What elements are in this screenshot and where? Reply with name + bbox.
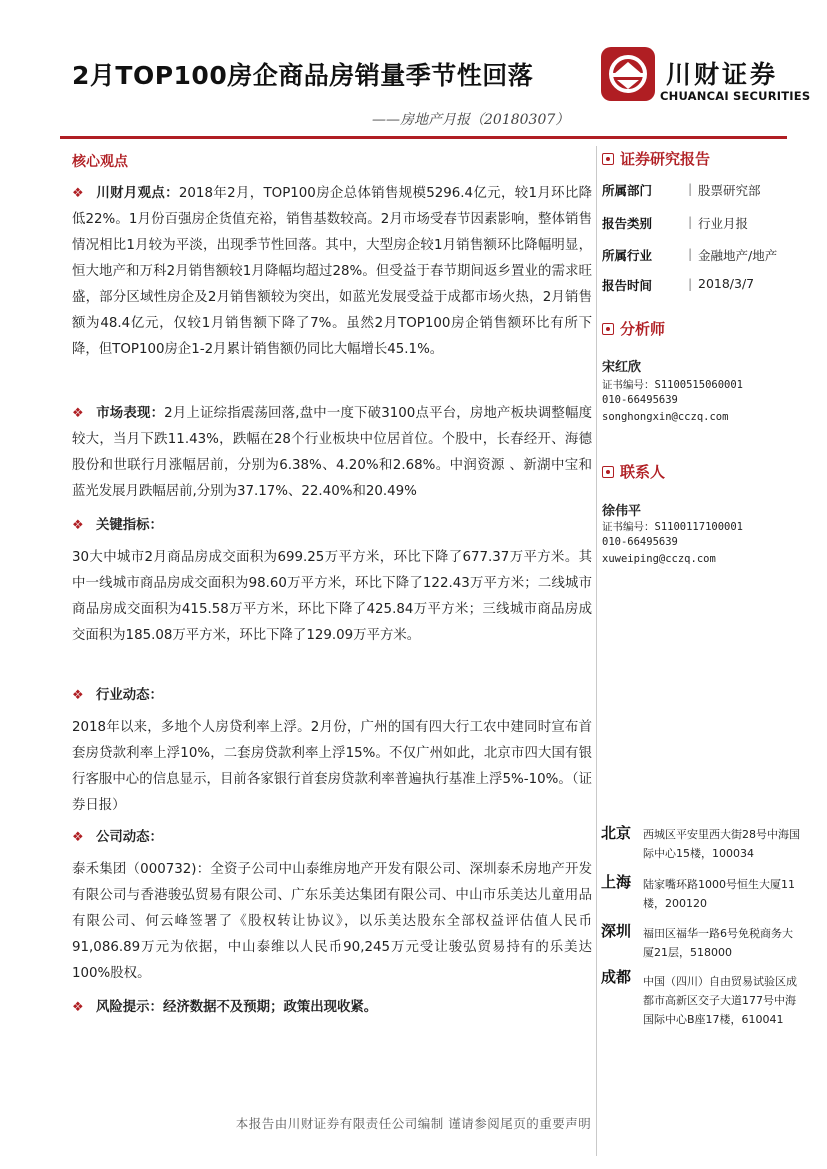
contact-phone: 010-66495639: [602, 536, 678, 548]
section-lead: 川财月观点：: [96, 186, 179, 201]
report-subtitle: ——房地产月报（20180307）: [372, 112, 570, 128]
office-address: 福田区福华一路6号免税商务大厦21层，518000: [643, 927, 793, 959]
analyst-cert: 证书编号：S1100515060001: [602, 379, 744, 391]
section-text: 2月上证综指震荡回落,盘中一度下破3100点平台，房地产板块调整幅度较大，当月下跌11.43%，跌幅在28个行业板块中位居首位。个股中，长春经开、海德股份和世联行月涨幅居前，分别为6.38%、4.20%和2.68%。中润资源 、新湖中宝和蓝光发展月跌幅居前,分别为37.17%、22.40%和20.49%: [72, 406, 593, 499]
page-title: 2月TOP100房企商品房销量季节性回落: [72, 61, 534, 90]
section-company: [72, 825, 592, 987]
section-text: 2018年2月，TOP100房企总体销售规模5296.4亿元，较1月环比降低22%。1月份百强房企货值充裕，销售基数较高。2月市场受春节因素影响，整体销售情况相比1月较为平淡，出现季节性回落。其中，大型房企较1月销售额环比降幅明显，恒大地产和万科2月销售额较1月降幅均超过28%。但受益于春节期间返乡置业的需求旺盛，部分区域性房企及2月销售额较为突出，如蓝光发展受益于成都市场火热，2月销售额为48.4亿元，仅较1月销售额下降了7%。虽然2月TOP100房企销售额环比有所下降，但TOP100房企1-2月累计销售额仍同比大幅增长45.1%。: [72, 186, 592, 357]
diamond-bullet-icon: ❖: [72, 186, 84, 201]
analyst-heading: 分析师: [602, 318, 665, 339]
brand-name: 川财证券: [666, 60, 779, 89]
company-logo-icon: [601, 47, 655, 101]
core-views-heading: 核心观点: [72, 154, 128, 170]
section-text: 泰禾集团（000732)：全资子公司中山泰维房地产开发有限公司、深圳泰禾房地产开发有限公司与香港骏弘贸易有限公司、广东乐美达集团有限公司、中山市乐美达儿童用品有限公司、何云峰签署了《股权转让协议》，以乐美达股东全部权益评估值人民币91,086.89万元为依据，中山泰维以人民币90,245万元受让骏弘贸易持有的乐美达100%股权。: [72, 862, 592, 981]
report-heading: 证券研究报告: [602, 148, 710, 169]
office-address: 中国（四川）自由贸易试验区成都市高新区交子大道177号中海国际中心B座17楼，610041: [643, 975, 797, 1026]
office-address: 西城区平安里西大街28号中海国际中心15楼，100034: [643, 828, 800, 860]
office-city: 北京: [601, 824, 632, 842]
analyst-phone: 010-66495639: [602, 394, 678, 406]
contact-cert: 证书编号：S1100117100001: [602, 521, 744, 533]
diamond-bullet-icon: ❖: [72, 688, 84, 703]
section-heading: 关键指标：: [96, 518, 163, 533]
risk-warning: 风险提示：经济数据不及预期；政策出现收紧。: [96, 1000, 378, 1015]
diamond-bullet-icon: ❖: [72, 830, 84, 845]
analyst-name: 宋红欣: [602, 360, 642, 375]
diamond-bullet-icon: ❖: [72, 406, 84, 421]
meta-row-industry: 所属行业 | 金融地产/地产: [602, 246, 778, 263]
office-city: 深圳: [601, 922, 632, 940]
meta-row-department: 所属部门 | 股票研究部: [602, 181, 761, 198]
section-text: 30大中城市2月商品房成交面积为699.25万平方米，环比下降了677.37万平方米。其中一线城市商品房成交面积为98.60万平方米，环比下降了122.43万平方米；二线城市商品房成交面积为415.58万平方米，环比下降了425.84万平方米；三线城市商品房成交面积为185.08万平方米，环比下降了129.09万平方米。: [72, 550, 592, 643]
section-lead: 市场表现：: [96, 406, 165, 421]
office-address: 陆家嘴环路1000号恒生大厦11楼，200120: [643, 878, 795, 910]
section-industry: [72, 683, 592, 819]
section-icon: [602, 466, 614, 478]
contact-email[interactable]: xuweiping@cczq.com: [602, 553, 716, 565]
section-risk: [72, 995, 592, 1021]
section-monthly-view: [72, 181, 592, 363]
contact-heading: 联系人: [602, 461, 665, 482]
section-heading: 公司动态：: [96, 830, 163, 845]
office-city: 成都: [601, 968, 632, 986]
analyst-email[interactable]: songhongxin@cczq.com: [602, 411, 729, 423]
meta-row-category: 报告类别 | 行业月报: [602, 214, 749, 231]
header-divider: [60, 136, 787, 139]
office-city: 上海: [601, 873, 632, 891]
meta-row-date: 报告时间 | 2018/3/7: [602, 276, 755, 293]
column-divider: [596, 146, 597, 1156]
diamond-bullet-icon: ❖: [72, 1000, 84, 1015]
section-indicators: [72, 513, 592, 649]
section-market: [72, 401, 592, 505]
diamond-bullet-icon: ❖: [72, 518, 84, 533]
section-icon: [602, 153, 614, 165]
section-icon: [602, 323, 614, 335]
footer-disclaimer: 本报告由川财证券有限责任公司编制 谨请参阅尾页的重要声明: [235, 1116, 592, 1131]
section-heading: 行业动态：: [96, 688, 163, 703]
contact-name: 徐伟平: [602, 504, 642, 519]
brand-name-english: CHUANCAI SECURITIES: [660, 89, 811, 103]
section-text: 2018年以来，多地个人房贷利率上浮。2月份，广州的国有四大行工农中建同时宣布首套房贷款利率上浮10%，二套房贷款利率上浮15%。不仅广州如此，北京市四大国有银行客服中心的信息显示，目前各家银行首套房贷款利率普遍执行基准上浮5%-10%。（证券日报）: [72, 720, 592, 813]
